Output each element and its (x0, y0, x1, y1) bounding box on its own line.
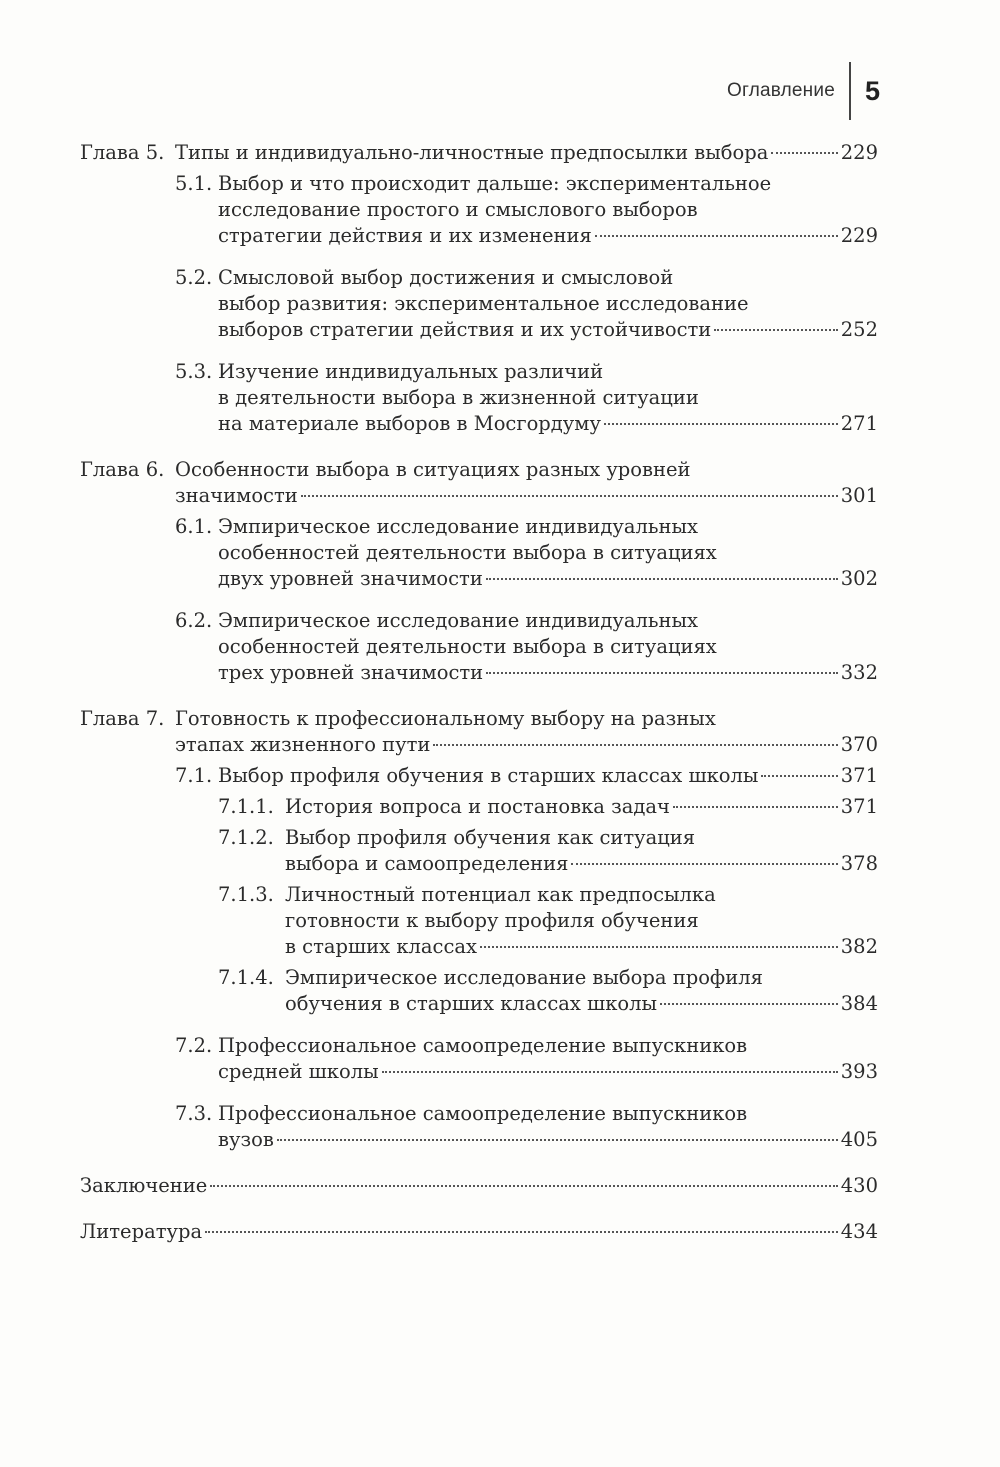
entry-title-line: Личностный потенциал как предпосылка (285, 883, 716, 906)
entry-page: 371 (840, 795, 878, 818)
page-number: 5 (864, 75, 880, 106)
dot-leader (660, 1003, 838, 1005)
entry-number: 5.3. (175, 360, 213, 383)
toc-entry-7-2[interactable] (0, 1033, 1000, 1085)
entry-title: История вопроса и постановка задач (285, 795, 670, 818)
entry-page: 384 (840, 992, 878, 1015)
toc-entry-7-3[interactable] (0, 1101, 1000, 1153)
entry-title: обучения в старших классах школы (285, 992, 658, 1015)
entry-page: 271 (840, 412, 878, 435)
entry-title: выборов стратегии действия и их устойчивости (218, 318, 712, 341)
entry-page: 252 (840, 318, 878, 341)
dot-leader (771, 152, 837, 154)
header-divider (849, 62, 851, 120)
toc-entry-chapter-5[interactable] (0, 140, 1000, 166)
entry-page: 430 (840, 1174, 878, 1197)
entry-title-line: Профессиональное самоопределение выпускников (218, 1102, 748, 1125)
toc-entry-6-2[interactable] (0, 608, 1000, 686)
dot-leader (433, 744, 837, 746)
entry-title-line: Эмпирическое исследование индивидуальных (218, 515, 699, 538)
entry-title-line: исследование простого и смыслового выборов (218, 198, 698, 221)
entry-number: Глава 6. (80, 458, 165, 481)
running-header-title: Оглавление (727, 80, 835, 101)
entry-title-line: Смысловой выбор достижения и смысловой (218, 266, 674, 289)
toc-entry-5-1[interactable] (0, 171, 1000, 249)
entry-title: двух уровней значимости (218, 567, 483, 590)
toc-entry-literature[interactable] (0, 1219, 1000, 1245)
entry-page: 301 (840, 484, 878, 507)
entry-number: 7.1.3. (218, 883, 274, 906)
entry-number: 7.1. (175, 764, 213, 787)
toc-entry-7-1-3[interactable] (0, 882, 1000, 960)
entry-title: стратегии действия и их изменения (218, 224, 592, 247)
dot-leader (205, 1231, 838, 1233)
dot-leader (301, 495, 838, 497)
entry-title-line: особенностей деятельности выбора в ситуациях (218, 635, 717, 658)
entry-title: Литература (80, 1220, 203, 1243)
entry-number: 6.2. (175, 609, 213, 632)
entry-number: Глава 5. (80, 141, 165, 164)
toc-entry-5-2[interactable] (0, 265, 1000, 343)
entry-number: Глава 7. (80, 707, 165, 730)
entry-page: 378 (840, 852, 878, 875)
entry-title-line: Выбор и что происходит дальше: экспериментальное (218, 172, 772, 195)
dot-leader (595, 235, 838, 237)
entry-page: 370 (840, 733, 878, 756)
entry-title: средней школы (218, 1060, 379, 1083)
entry-title-line: Готовность к профессиональному выбору на разных (175, 707, 716, 730)
entry-page: 229 (840, 141, 878, 164)
entry-title-line: Эмпирическое исследование индивидуальных (218, 609, 699, 632)
entry-title-line: выбор развития: экспериментальное исследование (218, 292, 749, 315)
dot-leader (604, 423, 838, 425)
entry-page: 382 (840, 935, 878, 958)
entry-page: 405 (840, 1128, 878, 1151)
entry-page: 393 (840, 1060, 878, 1083)
entry-page: 302 (840, 567, 878, 590)
dot-leader (761, 775, 837, 777)
toc-entry-conclusion[interactable] (0, 1173, 1000, 1199)
entry-number: 7.1.2. (218, 826, 274, 849)
entry-number: 5.2. (175, 266, 213, 289)
entry-title-line: готовности к выбору профиля обучения (285, 909, 699, 932)
entry-page: 229 (840, 224, 878, 247)
toc-entry-5-3[interactable] (0, 359, 1000, 437)
dot-leader (277, 1139, 838, 1141)
dot-leader (480, 946, 838, 948)
entry-title: Заключение (80, 1174, 208, 1197)
entry-title: на материале выборов в Мосгордуму (218, 412, 601, 435)
entry-title: Типы и индивидуально-личностные предпосылки выбора (175, 141, 769, 164)
entry-title: Выбор профиля обучения в старших классах школы (218, 764, 759, 787)
entry-number: 5.1. (175, 172, 213, 195)
entry-title-line: Изучение индивидуальных различий (218, 360, 604, 383)
entry-page: 371 (840, 764, 878, 787)
dot-leader (210, 1185, 837, 1187)
running-header (727, 62, 880, 120)
dot-leader (714, 329, 837, 331)
entry-title-line: Профессиональное самоопределение выпускников (218, 1034, 748, 1057)
entry-title: в старших классах (285, 935, 477, 958)
entry-title-line: Особенности выбора в ситуациях разных уровней (175, 458, 691, 481)
entry-number: 7.2. (175, 1034, 213, 1057)
dot-leader (486, 672, 838, 674)
entry-title-line: особенностей деятельности выбора в ситуациях (218, 541, 717, 564)
toc-entry-6-1[interactable] (0, 514, 1000, 592)
entry-number: 7.1.1. (218, 795, 274, 818)
entry-title: вузов (218, 1128, 274, 1151)
toc-entry-7-1-2[interactable] (0, 825, 1000, 877)
entry-number: 6.1. (175, 515, 213, 538)
entry-title: выбора и самоопределения (285, 852, 569, 875)
table-of-contents (0, 140, 1000, 1245)
dot-leader (673, 806, 838, 808)
toc-entry-chapter-6[interactable] (0, 457, 1000, 509)
entry-title: значимости (175, 484, 298, 507)
entry-page: 332 (840, 661, 878, 684)
toc-entry-7-1-4[interactable] (0, 965, 1000, 1017)
entry-number: 7.1.4. (218, 966, 274, 989)
toc-entry-7-1-1[interactable] (0, 794, 1000, 820)
entry-number: 7.3. (175, 1102, 213, 1125)
entry-page: 434 (840, 1220, 878, 1243)
dot-leader (486, 578, 838, 580)
entry-title-line: Выбор профиля обучения как ситуация (285, 826, 696, 849)
dot-leader (382, 1071, 838, 1073)
toc-entry-7-1[interactable] (0, 763, 1000, 789)
dot-leader (571, 863, 837, 865)
toc-entry-chapter-7[interactable] (0, 706, 1000, 758)
entry-title-line: в деятельности выбора в жизненной ситуации (218, 386, 699, 409)
entry-title: этапах жизненного пути (175, 733, 431, 756)
entry-title: трех уровней значимости (218, 661, 484, 684)
entry-title-line: Эмпирическое исследование выбора профиля (285, 966, 763, 989)
